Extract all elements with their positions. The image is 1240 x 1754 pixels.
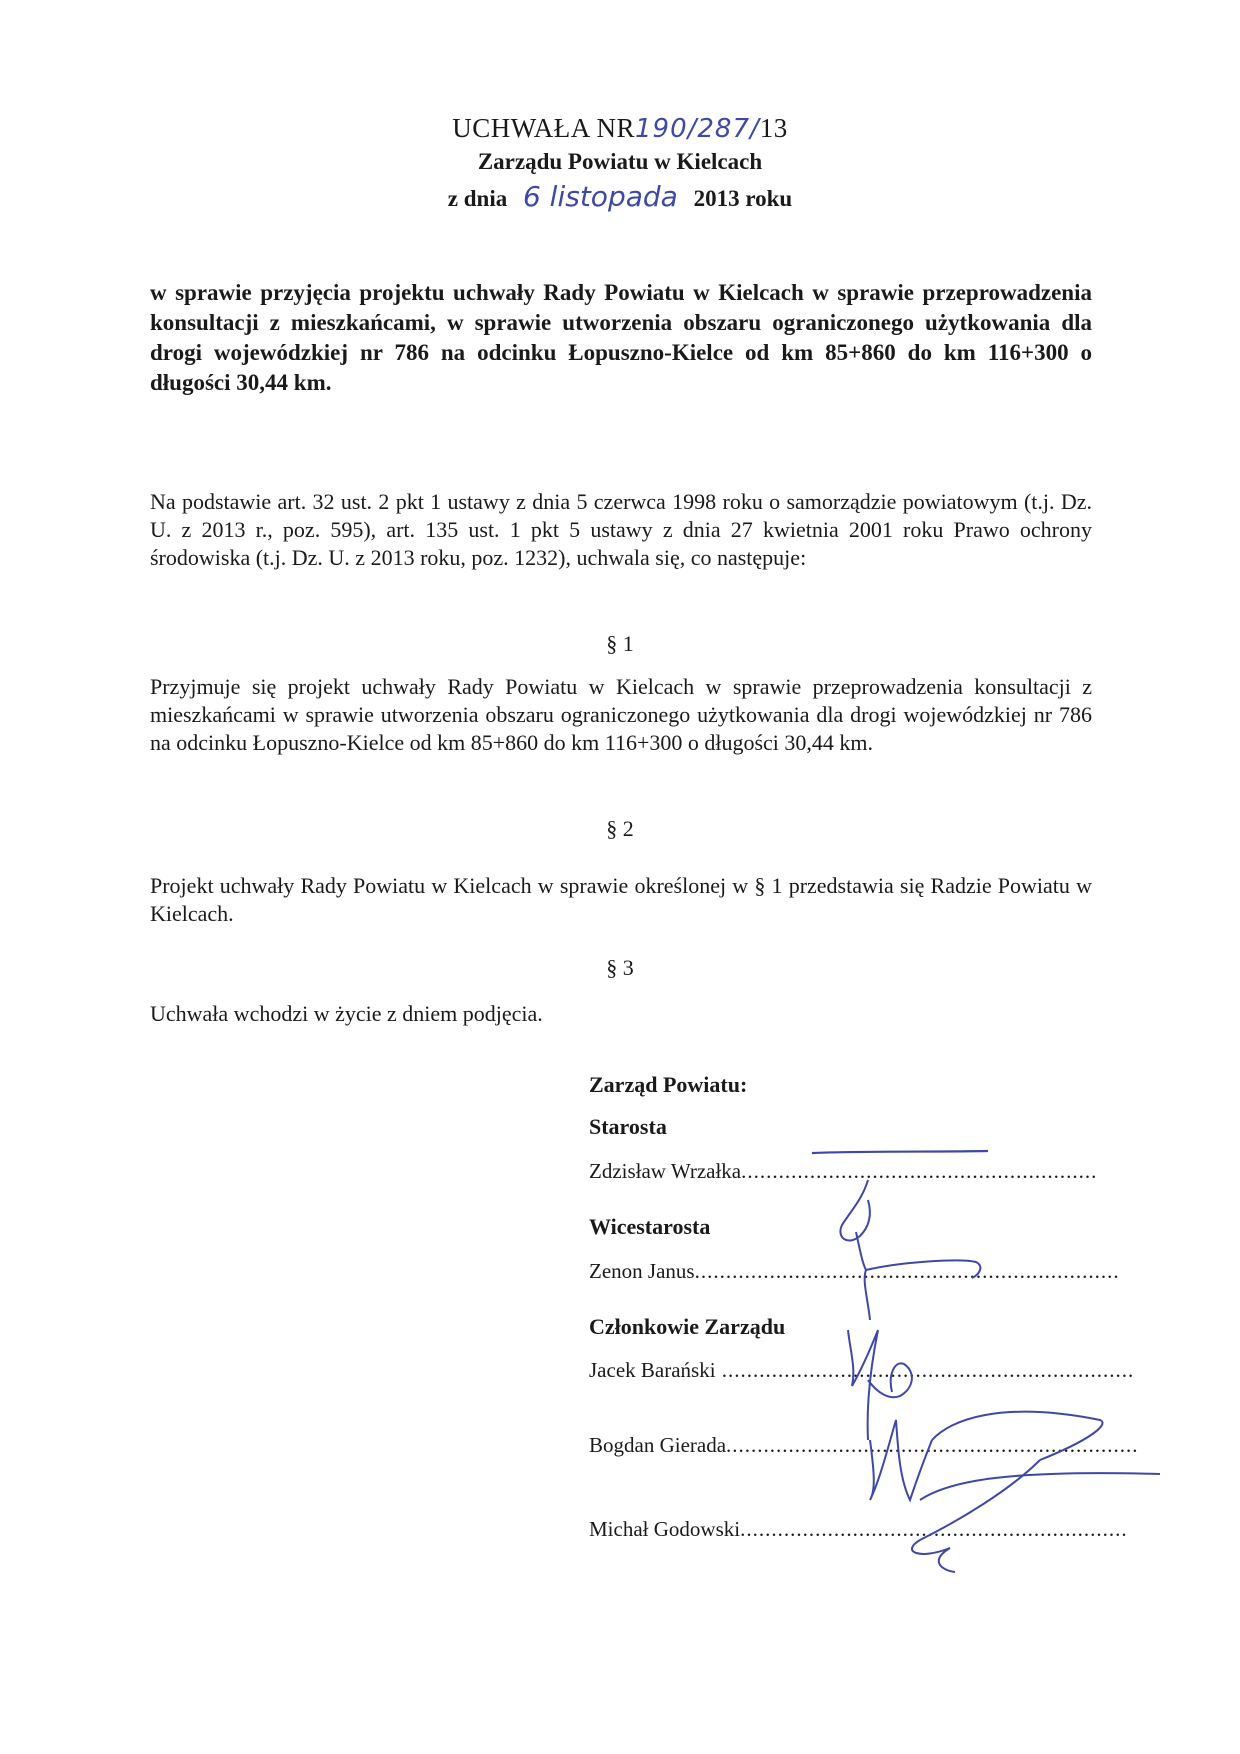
member-2-name: Bogdan Gierada [589, 1433, 727, 1457]
section-mark-2: § 2 [606, 816, 634, 841]
date-line [0, 180, 1240, 213]
section-mark-1: § 1 [606, 631, 634, 656]
member-1-name: Jacek Barański [589, 1358, 716, 1382]
title-prefix: UCHWAŁA NR [452, 113, 635, 143]
starosta-name: Zdzisław Wrzałka [589, 1159, 742, 1183]
starosta-heading: Starosta [589, 1114, 667, 1139]
wicestarosta-signature-line [589, 1259, 1120, 1284]
signature-dots: ......................................................... [741, 1159, 1098, 1183]
section-text-2: Projekt uchwały Rady Powiatu w Kielcach w sprawie określonej w § 1 przedstawia się Radzie Powiatu w Kielcach. [150, 873, 1092, 926]
signature-dots: .................................................................... [694, 1259, 1120, 1283]
resolution-title [0, 113, 1240, 144]
legal-basis-paragraph: Na podstawie art. 32 ust. 2 pkt 1 ustawy z dnia 5 czerwca 1998 roku o samorządzie powiatowym (t.j. Dz. U. z 2013 r., poz. 595), art. 135 ust. 1 pkt 5 ustawy z dnia 27 kwietnia 2001 roku Prawo ochrony środowiska (t.j. Dz. U. z 2013 roku, poz. 1232), uchwala się, co następuje: [150, 489, 1092, 570]
signature-stroke [848, 1330, 878, 1440]
signature-dots: .............................................................. [740, 1517, 1128, 1541]
date-prefix: z dnia [447, 186, 508, 211]
member-1-signature-line [589, 1358, 1135, 1383]
date-suffix: 2013 roku [693, 186, 793, 211]
signature-stroke [812, 1151, 988, 1153]
board-heading: Zarząd Powiatu: [589, 1072, 748, 1097]
signature-dots: .................................................................. [715, 1358, 1135, 1382]
wicestarosta-name: Zenon Janus [589, 1259, 695, 1283]
member-2-signature-line [589, 1433, 1139, 1458]
signature-stroke [870, 1420, 932, 1500]
member-3-signature-line [589, 1517, 1128, 1542]
wicestarosta-heading: Wicestarosta [589, 1214, 711, 1239]
signature-stroke [920, 1473, 1160, 1500]
signature-dots: .................................................................. [726, 1433, 1139, 1457]
signature-stroke [840, 1180, 870, 1240]
handwritten-resolution-number: 190/287/ [634, 114, 760, 144]
member-3-name: Michał Godowski [589, 1517, 741, 1541]
starosta-signature-line [589, 1159, 1098, 1184]
handwritten-date: 6 listopada [522, 180, 678, 213]
signature-stroke [939, 1548, 955, 1572]
section-mark-3: § 3 [606, 955, 634, 980]
section-text-1: Przyjmuje się projekt uchwały Rady Powiatu w Kielcach w sprawie przeprowadzenia konsultacji z mieszkańcami w sprawie utworzenia obszaru ograniczonego użytkowania dla drogi wojewódzkiej nr 786 na odcinku Łopuszno-Kielce od km 85+860 do km 116+300 o długości 30,44 km. [150, 674, 1092, 755]
resolution-subject: w sprawie przyjęcia projektu uchwały Rady Powiatu w Kielcach w sprawie przeprowadzenia konsultacji z mieszkańcami, w sprawie utworzenia obszaru ograniczonego użytkowania dla drogi wojewódzkiej nr 786 na odcinku Łopuszno-Kielce od km 85+860 do km 116+300 o długości 30,44 km. [150, 280, 1092, 395]
members-heading: Członkowie Zarządu [589, 1314, 786, 1339]
title-suffix: 13 [759, 113, 788, 143]
issuer-line: Zarządu Powiatu w Kielcach [477, 149, 763, 174]
section-text-3: Uchwała wchodzi w życie z dniem podjęcia. [150, 1001, 543, 1026]
